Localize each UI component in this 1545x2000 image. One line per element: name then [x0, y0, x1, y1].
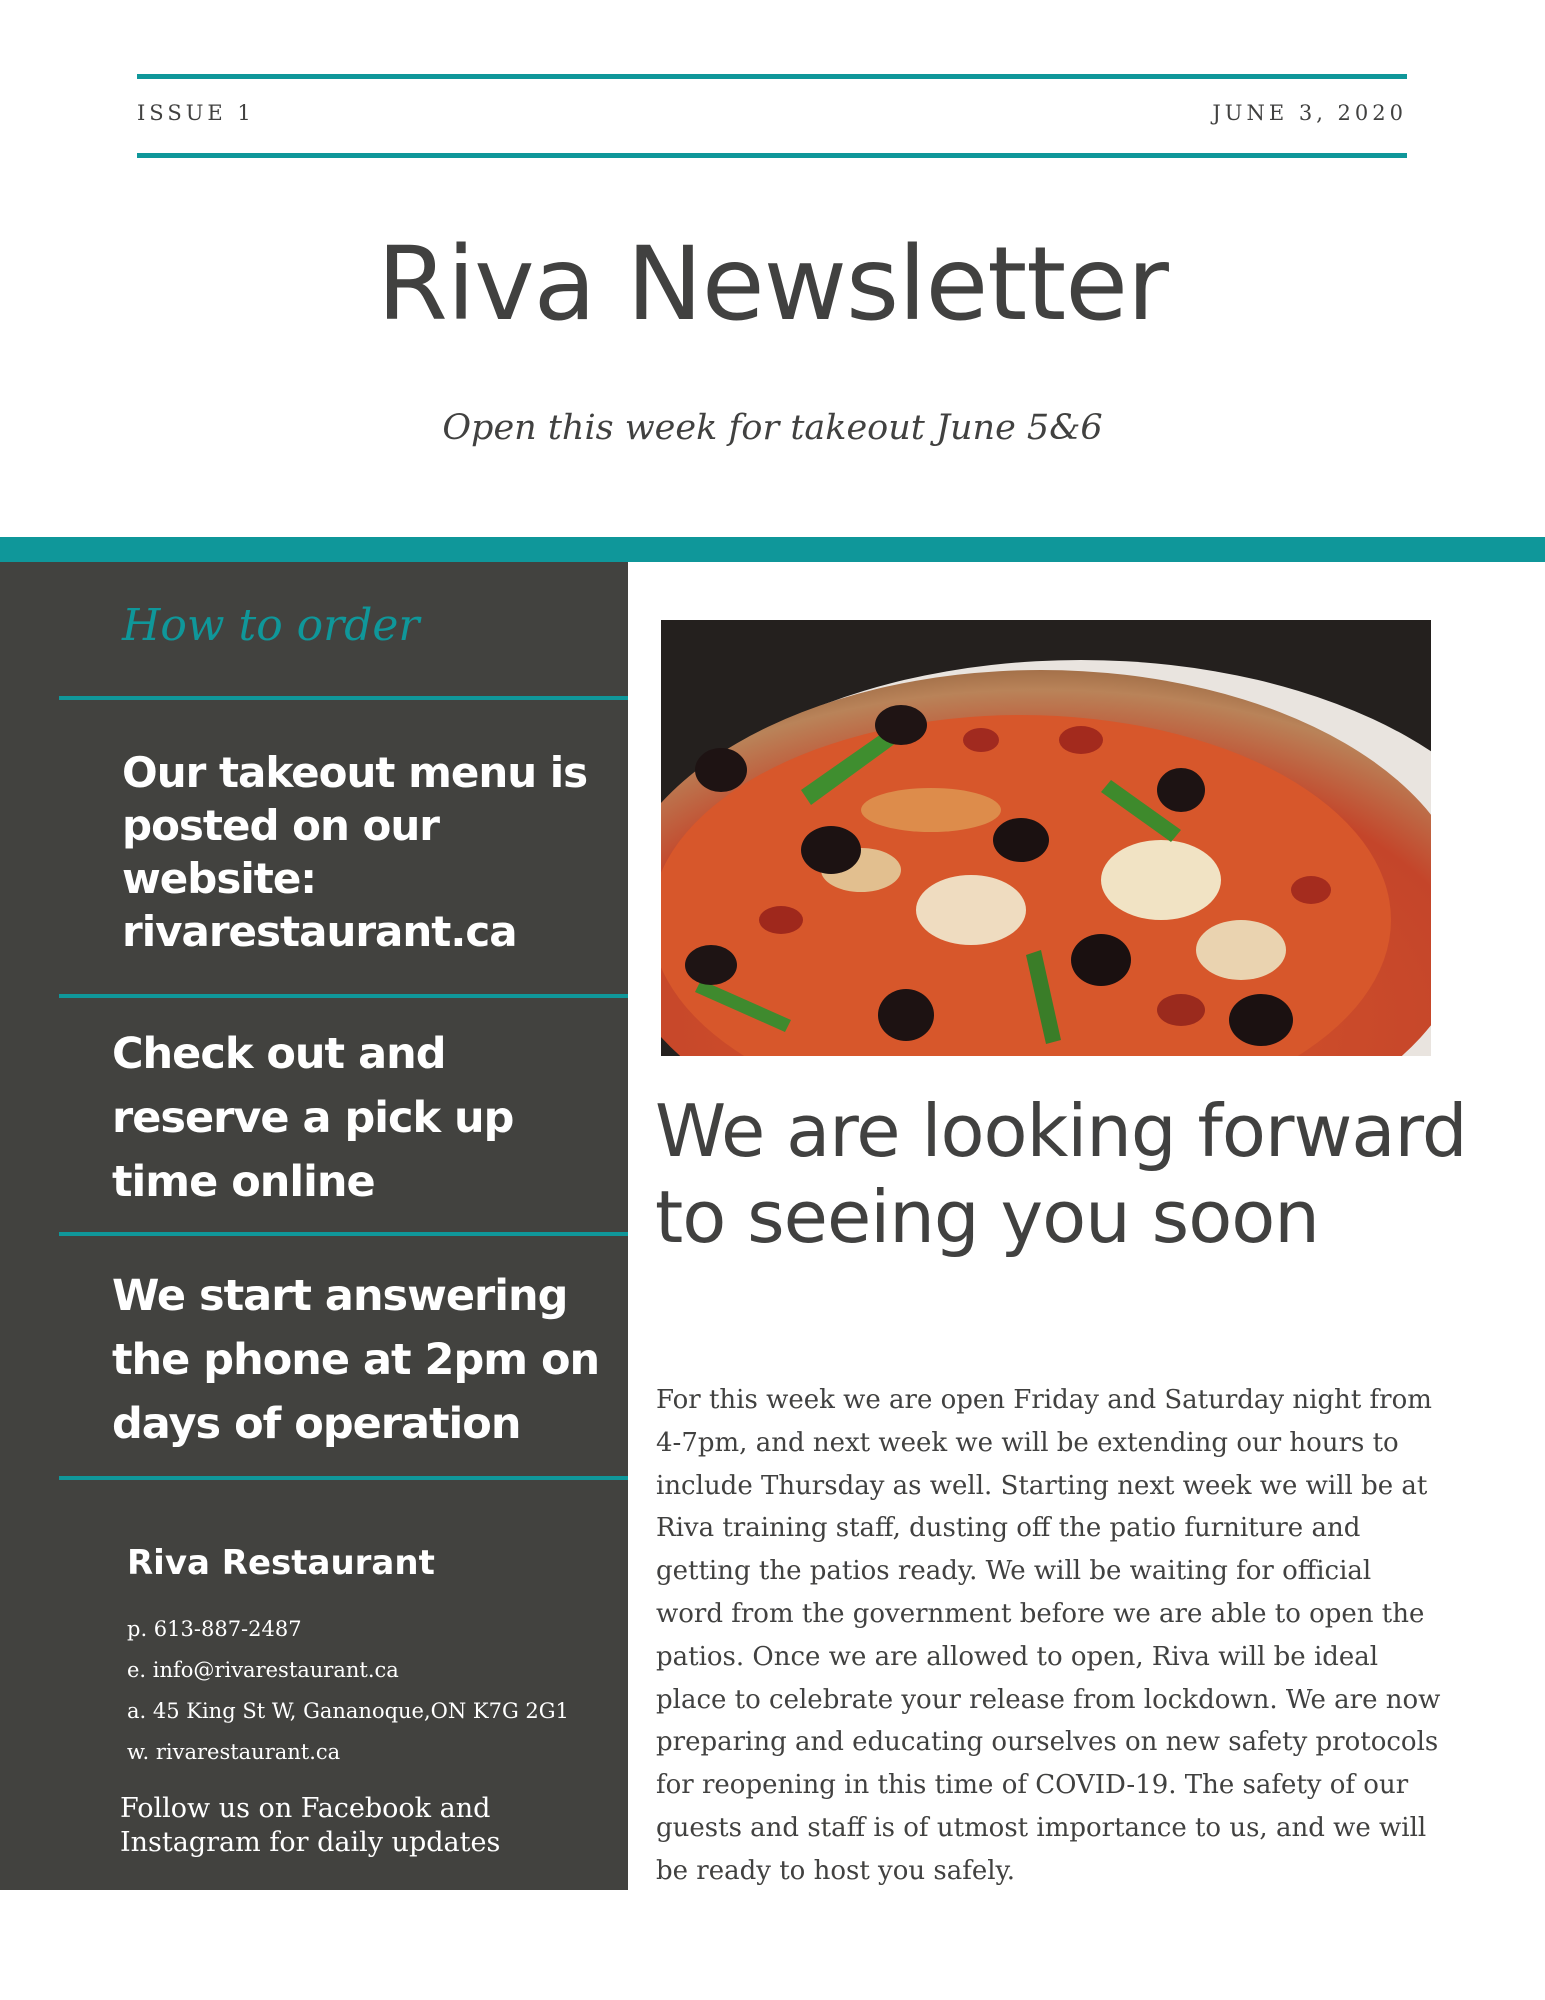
order-step-menu: Our takeout menu is posted on our website: rivarestaurant.ca: [122, 748, 588, 956]
newsletter-subtitle: Open this week for takeout June 5&6: [442, 408, 1103, 448]
contact-email: e. info@rivarestaurant.ca: [127, 1658, 399, 1682]
newsletter-title: Riva Newsletter: [377, 225, 1168, 344]
contact-website: w. rivarestaurant.ca: [127, 1740, 341, 1764]
headline: We are looking forward to seeing you soon: [655, 1089, 1467, 1259]
sidebar-separator: [59, 1476, 628, 1480]
sidebar-separator: [59, 994, 628, 998]
restaurant-name: Riva Restaurant: [127, 1543, 435, 1583]
sidebar-separator: [59, 696, 628, 700]
pizza-photo: [661, 620, 1431, 1056]
order-step-reserve: Check out and reserve a pick up time online: [112, 1029, 514, 1207]
contact-phone: p. 613-887-2487: [127, 1617, 302, 1641]
issue-date: JUNE 3, 2020: [1212, 101, 1407, 125]
teal-divider-band: [0, 537, 1545, 562]
order-step-phone: We start answering the phone at 2pm on days of operation: [112, 1271, 600, 1449]
body-paragraph: For this week we are open Friday and Saturday night from 4-7pm, and next week we will be extending our hours to include Thursday as well. Starting next week we will be at Riva training staff, dusting off the patio furniture and getting the patios ready. We will be waiting for official word from the government before we are able to open the patios. Once we are allowed to open, Riva will be ideal place to celebrate your release from lockdown. We are now preparing and educating ourselves on new safety protocols for reopening in this time of COVID-19. The safety of our guests and staff is of utmost importance to us, and we will be ready to host you safely.: [656, 1385, 1441, 1886]
contact-address: a. 45 King St W, Gananoque,ON K7G 2G1: [127, 1699, 569, 1723]
follow-us-text: Follow us on Facebook and Instagram for daily updates: [120, 1793, 501, 1858]
how-to-order-heading: How to order: [122, 600, 420, 651]
issue-label: ISSUE 1: [137, 101, 255, 125]
sidebar-separator: [59, 1232, 628, 1236]
header-rule-top: [137, 74, 1407, 79]
pizza-illustration: [661, 620, 1431, 1056]
header-rule-bottom: [137, 153, 1407, 158]
